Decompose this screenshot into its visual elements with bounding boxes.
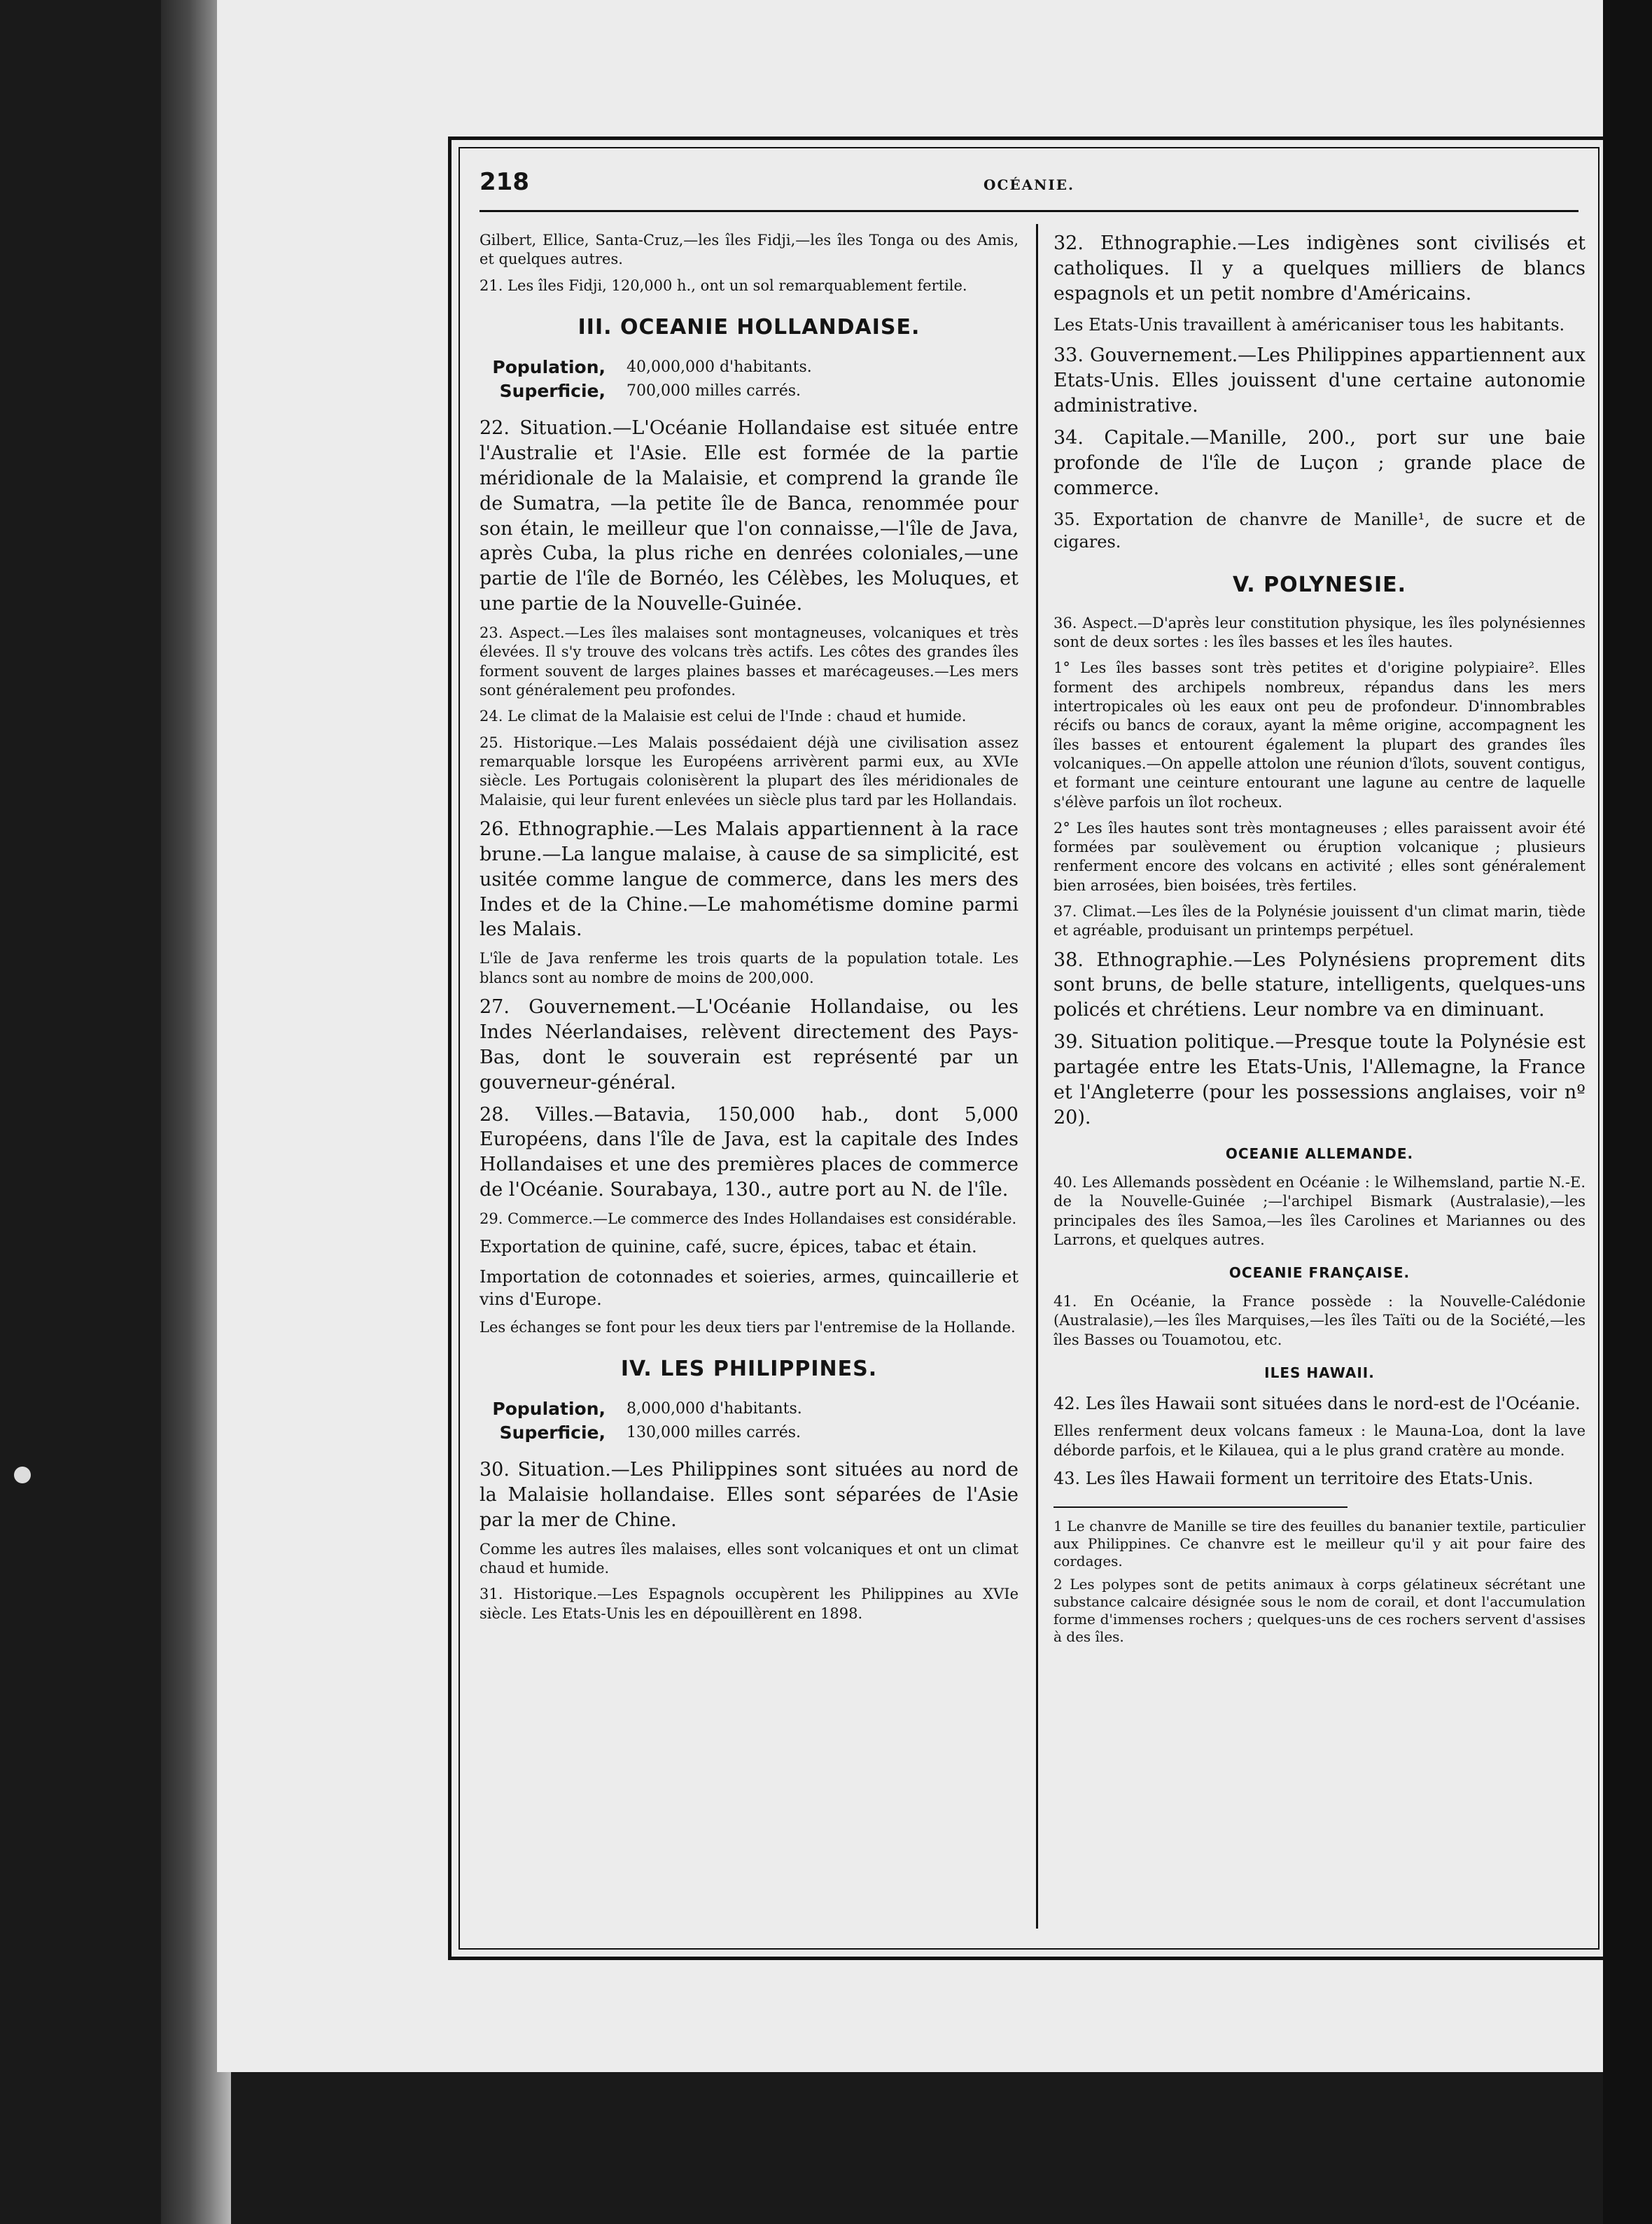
population-label: Population, bbox=[492, 357, 606, 378]
right-column bbox=[1054, 231, 1586, 1651]
section-title-oceanie-hollandaise: III. OCEANIE HOLLANDAISE. bbox=[578, 314, 920, 340]
section-title-polynesie: V. POLYNESIE. bbox=[1232, 573, 1407, 598]
paragraph-26: 26. Ethnographie.—Les Malais appartiennent à la race brune.—La langue malaise, à cause de sa simplicité, est usitée comme langue de commerce, dans les mers des Indes et de la Chine.—Le mahométisme domine parmi les Malais. bbox=[479, 818, 1018, 941]
paragraph-36-low-islands: 1° Les îles basses sont très petites et d'origine polypiaire². Elles forment des archipels nombreux, répandus dans les mers intertropicales où les eaux ont peu de profondeur. D'innombrables récifs ou bancs de coraux, ayant la même origine, accompagnent les îles basses et entourent également la plupart des grandes îles volcaniques.—On appelle attolon une réunion d'îlots, souvent contigus, et formant une ceinture entourant une lagune au centre de laquelle s'élève parfois un îlot rocheux. bbox=[1054, 659, 1586, 811]
paragraph-35: 35. Exportation de chanvre de Manille¹, de sucre et de cigares. bbox=[1054, 509, 1586, 552]
paragraph-36-high-islands: 2° Les îles hautes sont très montagneuses ; elles paraissent avoir été formées par soulèvement ou éruption volcanique ; plusieurs renferment encore des volcans en activité ; elles sont généralement bien arrosées, bien boisées, très fertiles. bbox=[1054, 819, 1586, 894]
subsection-title-oceanie-francaise: OCEANIE FRANÇAISE. bbox=[1228, 1264, 1410, 1282]
page-number: 218 bbox=[479, 168, 529, 196]
paragraph-42-note: Elles renferment deux volcans fameux : le Mauna-Loa, dont la lave déborde parfois, et le Kilauea, qui a le plus grand cratère au monde. bbox=[1054, 1422, 1586, 1459]
area-label: Superficie, bbox=[499, 1422, 606, 1443]
paragraph-22: 22. Situation.—L'Océanie Hollandaise est située entre l'Australie et l'Asie. Elle est formée de la partie méridionale de la Malaisie, et comprend la grande île de Sumatra, —la petite île de Banca, renommée pour son étain, le meilleur que l'on connaisse,—l'île de Java, après Cuba, la plus riche en denrées coloniales,—une partie de l'île de Bornéo, les Célèbes, les Moluques, et une partie de la Nouvelle-Guinée. bbox=[479, 417, 1018, 615]
intro-text: Gilbert, Ellice, Santa-Cruz,—les îles Fidji,—les îles Tonga ou des Amis, et quelques autres. bbox=[479, 232, 1018, 268]
population-label: Population, bbox=[492, 1399, 606, 1420]
paragraph-39: 39. Situation politique.—Presque toute la Polynésie est partagée entre les Etats-Unis, l'Allemagne, la France et l'Angleterre (pour les possessions anglaises, voir nº 20). bbox=[1054, 1031, 1586, 1129]
page-header bbox=[479, 168, 1578, 212]
stats-philippines bbox=[479, 1397, 1018, 1445]
subsection-title-iles-hawaii: ILES HAWAII. bbox=[1264, 1364, 1375, 1381]
paragraph-30-note: Comme les autres îles malaises, elles sont volcaniques et ont un climat chaud et humide. bbox=[479, 1540, 1018, 1576]
paragraph-21: 21. Les îles Fidji, 120,000 h., ont un sol remarquablement fertile. bbox=[479, 277, 967, 294]
paragraph-32-note: Les Etats-Unis travaillent à américaniser tous les habitants. bbox=[1054, 314, 1565, 335]
page-edge bbox=[1603, 0, 1652, 2224]
paragraph-30: 30. Situation.—Les Philippines sont situées au nord de la Malaisie hollandaise. Elles sont séparées de l'Asie par la mer de Chine. bbox=[479, 1458, 1018, 1531]
footnote-rule bbox=[1054, 1506, 1348, 1508]
paragraph-28: 28. Villes.—Batavia, 150,000 hab., dont 5,000 Européens, dans l'île de Java, est la capitale des Indes Hollandaises et une des premières places de commerce de l'Océanie. Sourabaya, 130., autre port au N. de l'île. bbox=[479, 1103, 1018, 1201]
paragraph-29-import: Importation de cotonnades et soieries, armes, quincaillerie et vins d'Europe. bbox=[479, 1266, 1018, 1310]
paragraph-27: 27. Gouvernement.—L'Océanie Hollandaise, ou les Indes Néerlandaises, relèvent directement des Pays-Bas, dont le souverain est représenté par un gouverneur-général. bbox=[479, 995, 1018, 1093]
population-value: 8,000,000 d'habitants. bbox=[626, 1400, 802, 1418]
paragraph-25: 25. Historique.—Les Malais possédaient déjà une civilisation assez remarquable lorsque les Européens arrivèrent parmi eux, au XVIe siècle. Les Portugais colonisèrent la plupart des îles méridionales de Malaisie, qui leur furent enlevées un siècle plus tard par les Hollandais. bbox=[479, 734, 1018, 809]
area-value: 700,000 milles carrés. bbox=[626, 382, 802, 400]
subsection-title-oceanie-allemande: OCEANIE ALLEMANDE. bbox=[1225, 1145, 1414, 1162]
paragraph-37: 37. Climat.—Les îles de la Polynésie jouissent d'un climat marin, tiède et agréable, produisant un printemps perpétuel. bbox=[1054, 902, 1586, 939]
paragraph-31: 31. Historique.—Les Espagnols occupèrent les Philippines au XVIe siècle. Les Etats-Unis les en dépouillèrent en 1898. bbox=[479, 1586, 1018, 1622]
paragraph-33: 33. Gouvernement.—Les Philippines appartiennent aux Etats-Unis. Elles jouissent d'une certaine autonomie administrative. bbox=[1054, 344, 1586, 417]
page-frame bbox=[448, 137, 1610, 1960]
column-divider bbox=[1036, 224, 1038, 1929]
paragraph-32: 32. Ethnographie.—Les indigènes sont civilisés et catholiques. Il y a quelques milliers de blancs espagnols et un petit nombre d'Américains. bbox=[1054, 232, 1586, 305]
paragraph-29: 29. Commerce.—Le commerce des Indes Hollandaises est considérable. bbox=[479, 1210, 1017, 1228]
footnote-2: 2 Les polypes sont de petits animaux à corps gélatineux sécrétant une substance calcaire désignée sous le nom de corail, et dont l'accumulation forme d'immenses rochers ; quelques-uns de ces rochers servent d'assises à des îles. bbox=[1054, 1576, 1586, 1646]
area-value: 130,000 milles carrés. bbox=[626, 1424, 802, 1442]
paragraph-43: 43. Les îles Hawaii forment un territoire des Etats-Unis. bbox=[1054, 1468, 1534, 1488]
paragraph-29-exchanges: Les échanges se font pour les deux tiers par l'entremise de la Hollande. bbox=[479, 1318, 1016, 1336]
stain-mark bbox=[14, 1467, 31, 1483]
section-title-philippines: IV. LES PHILIPPINES. bbox=[620, 1356, 878, 1381]
paragraph-23: 23. Aspect.—Les îles malaises sont montagneuses, volcaniques et très élevées. Il s'y trouve des volcans très actifs. Les côtes des grandes îles forment souvent de larges plaines basses et marécageuses.—Les mers sont généralement peu profondes. bbox=[479, 624, 1018, 699]
paragraph-34: 34. Capitale.—Manille, 200., port sur une baie profonde de l'île de Luçon ; grande place de commerce. bbox=[1054, 426, 1586, 499]
paragraph-29-export: Exportation de quinine, café, sucre, épices, tabac et étain. bbox=[479, 1237, 977, 1257]
area-label: Superficie, bbox=[499, 381, 606, 402]
paragraph-38: 38. Ethnographie.—Les Polynésiens proprement dits sont bruns, de belle stature, intelligents, quelques-uns policés et chrétiens. Leur nombre va en diminuant. bbox=[1054, 949, 1586, 1021]
paragraph-36: 36. Aspect.—D'après leur constitution physique, les îles polynésiennes sont de deux sortes : les îles basses et les îles hautes. bbox=[1054, 614, 1586, 651]
paragraph-26-note: L'île de Java renferme les trois quarts de la population totale. Les blancs sont au nombre de moins de 200,000. bbox=[479, 950, 1018, 986]
paragraph-41: 41. En Océanie, la France possède : la Nouvelle-Calédonie (Australasie),—les îles Marquises,—les îles Taïti ou de la Société,—les îles Basses ou Touamotou, etc. bbox=[1054, 1293, 1586, 1348]
population-value: 40,000,000 d'habitants. bbox=[626, 358, 812, 377]
stats-oceanie-hollandaise bbox=[479, 356, 1018, 403]
footnote-1: 1 Le chanvre de Manille se tire des feuilles du bananier textile, particulier aux Philippines. Ce chanvre est le meilleur qu'il y ait pour faire des cordages. bbox=[1054, 1518, 1586, 1570]
paragraph-42: 42. Les îles Hawaii sont situées dans le nord-est de l'Océanie. bbox=[1054, 1394, 1581, 1413]
paragraph-24: 24. Le climat de la Malaisie est celui de l'Inde : chaud et humide. bbox=[479, 708, 967, 725]
paragraph-40: 40. Les Allemands possèdent en Océanie : le Wilhemsland, partie N.-E. de la Nouvelle-Guinée ;—l'archipel Bismark (Australasie),—les principales des îles Samoa,—les îles Carolines et Mariannes ou des Larrons, et quelques autres. bbox=[1054, 1173, 1586, 1248]
left-column bbox=[479, 231, 1018, 1630]
running-title: OCÉANIE. bbox=[983, 176, 1074, 193]
